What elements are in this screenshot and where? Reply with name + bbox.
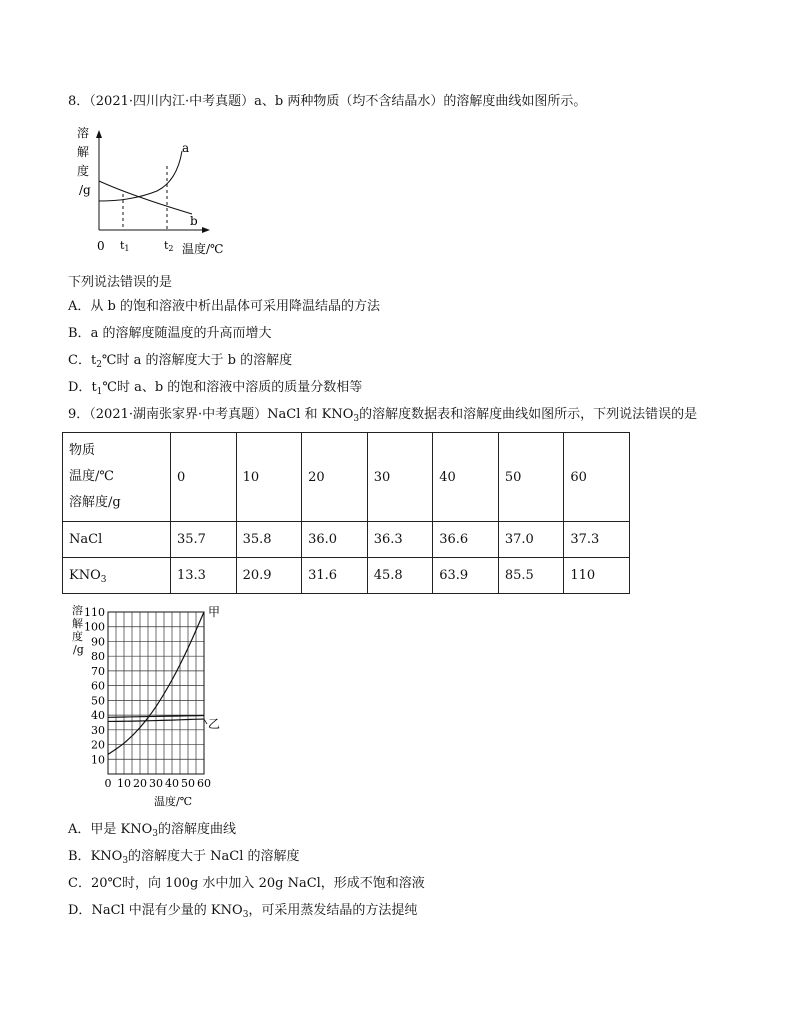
table-temp-cell: 60: [564, 433, 630, 522]
q9-number: 9．: [68, 407, 90, 422]
q8-ylabel-1: 溶: [77, 126, 90, 140]
ytick-label: 80: [91, 650, 105, 664]
q8-xlabel: 温度/℃: [182, 242, 224, 256]
q8-option-b[interactable]: B．a 的溶解度随温度的升高而增大: [68, 326, 272, 341]
ytick-label: 50: [91, 694, 105, 708]
q8-stem-text: a、b 两种物质（均不含结晶水）的溶解度曲线如图所示。: [254, 94, 587, 109]
q8-t1-label: t1: [120, 239, 130, 253]
q9-option-a[interactable]: A．甲是 $KNO_3$的溶解度曲线: [68, 822, 237, 839]
q9-series-lines: [108, 612, 207, 754]
xtick-label: 0: [104, 777, 112, 790]
q8-prompt: 下列说法错误的是: [68, 275, 173, 290]
table-cell: 37.3: [564, 522, 630, 558]
q9-xlabel: 温度/℃: [154, 795, 193, 808]
q8-solubility-chart: [72, 126, 242, 260]
xtick-label: 20: [133, 777, 147, 790]
ytick-label: 60: [91, 679, 105, 693]
q9-ytick-labels: [84, 606, 105, 766]
solubility-table: [62, 432, 630, 594]
q9-source: （2021·湖南张家界·中考真题）: [89, 407, 268, 422]
xtick-label: 60: [197, 777, 211, 790]
q8-origin-label: 0: [97, 239, 105, 253]
xtick-label: 30: [149, 777, 163, 790]
table-row-kno3: [63, 558, 630, 594]
table-temp-cell: 20: [302, 433, 368, 522]
q9-series-jia-label: 甲: [208, 605, 221, 619]
table-cell: 13.3: [171, 558, 237, 594]
q9-ylabel-2: 解: [72, 617, 83, 630]
q9-ylabel-3: 度: [72, 630, 83, 643]
table-cell: 85.5: [498, 558, 564, 594]
q8-curve-b-label: b: [190, 214, 198, 228]
table-temp-cell: 50: [498, 433, 564, 522]
ytick-label: 40: [91, 709, 105, 723]
table-cell: 45.8: [367, 558, 433, 594]
q9-series-yi-label: 乙: [208, 717, 221, 731]
table-temp-cell: 40: [433, 433, 499, 522]
q8-curve-a: [99, 151, 182, 201]
xtick-label: 50: [181, 777, 195, 790]
q8-stem: [68, 94, 586, 110]
q9-option-b[interactable]: B．$KNO_3$的溶解度大于 NaCl 的溶解度: [68, 849, 300, 866]
q9-solubility-chart: [66, 602, 236, 812]
q8-curve-a-label: a: [182, 141, 190, 155]
ytick-label: 10: [91, 753, 105, 767]
table-cell: 36.0: [302, 522, 368, 558]
table-temp-cell: 0: [171, 433, 237, 522]
table-cell: 63.9: [433, 558, 499, 594]
table-cell: 36.3: [367, 522, 433, 558]
xtick-label: 40: [165, 777, 179, 790]
table-cell: 37.0: [498, 522, 564, 558]
ytick-label: 20: [91, 738, 105, 752]
q8-source: （2021·四川内江·中考真题）: [89, 94, 255, 109]
q9-ylabel-1: 溶: [72, 604, 83, 617]
table-row-nacl: [63, 522, 630, 558]
q9-stem: 9．（2021·湖南张家界·中考真题）NaCl 和 $KNO_3$的溶解度数据表和溶解度曲线如图所示，下列说法错误的是: [68, 407, 698, 424]
q8-ylabel-3: 度: [77, 164, 90, 178]
ytick-label: 70: [91, 664, 105, 678]
table-cell: 36.6: [433, 522, 499, 558]
ytick-label: 90: [91, 635, 105, 649]
q9-xtick-labels: [105, 777, 212, 790]
q8-x-arrow: [202, 227, 210, 233]
q9-option-c[interactable]: C．20℃时，向 100g 水中加入 20g NaCl，形成不饱和溶液: [68, 876, 425, 891]
ytick-label: 30: [91, 723, 105, 737]
table-cell: 35.8: [236, 522, 302, 558]
q9-option-d[interactable]: D．NaCl 中混有少量的 $KNO_3$，可采用蒸发结晶的方法提纯: [68, 903, 418, 920]
q8-t2-label: t2: [164, 239, 174, 253]
ytick-label: 110: [84, 606, 105, 619]
table-cell: 20.9: [236, 558, 302, 594]
q8-curve-b: [99, 181, 192, 214]
table-cell: 35.7: [171, 522, 237, 558]
ytick-label: 100: [84, 620, 105, 634]
table-temp-cell: 10: [236, 433, 302, 522]
q8-number: 8．: [68, 94, 90, 109]
q8-ylabel-2: 解: [77, 145, 90, 159]
table-cell: 110: [564, 558, 630, 594]
table-header-label-cell: 物质 温度/℃ 溶解度/g: [63, 433, 171, 522]
table-substance-cell: $KNO_3$: [63, 558, 171, 594]
table-cell: 31.6: [302, 558, 368, 594]
xtick-label: 10: [117, 777, 131, 790]
q9-grid: [108, 612, 204, 774]
q8-option-a[interactable]: A．从 b 的饱和溶液中析出晶体可采用降温结晶的方法: [68, 299, 380, 314]
q8-option-d[interactable]: D．$t_1℃$时 a、b 的饱和溶液中溶质的质量分数相等: [68, 380, 363, 397]
q8-option-c[interactable]: C．$t_2℃$时 a 的溶解度大于 b 的溶解度: [68, 353, 293, 370]
table-header-row: [63, 433, 630, 522]
q8-y-arrow: [96, 130, 102, 138]
table-temp-cell: 30: [367, 433, 433, 522]
q8-ylabel-4: /g: [79, 183, 91, 197]
table-substance-cell: NaCl: [63, 522, 171, 558]
q9-ylabel-4: /g: [73, 643, 84, 656]
